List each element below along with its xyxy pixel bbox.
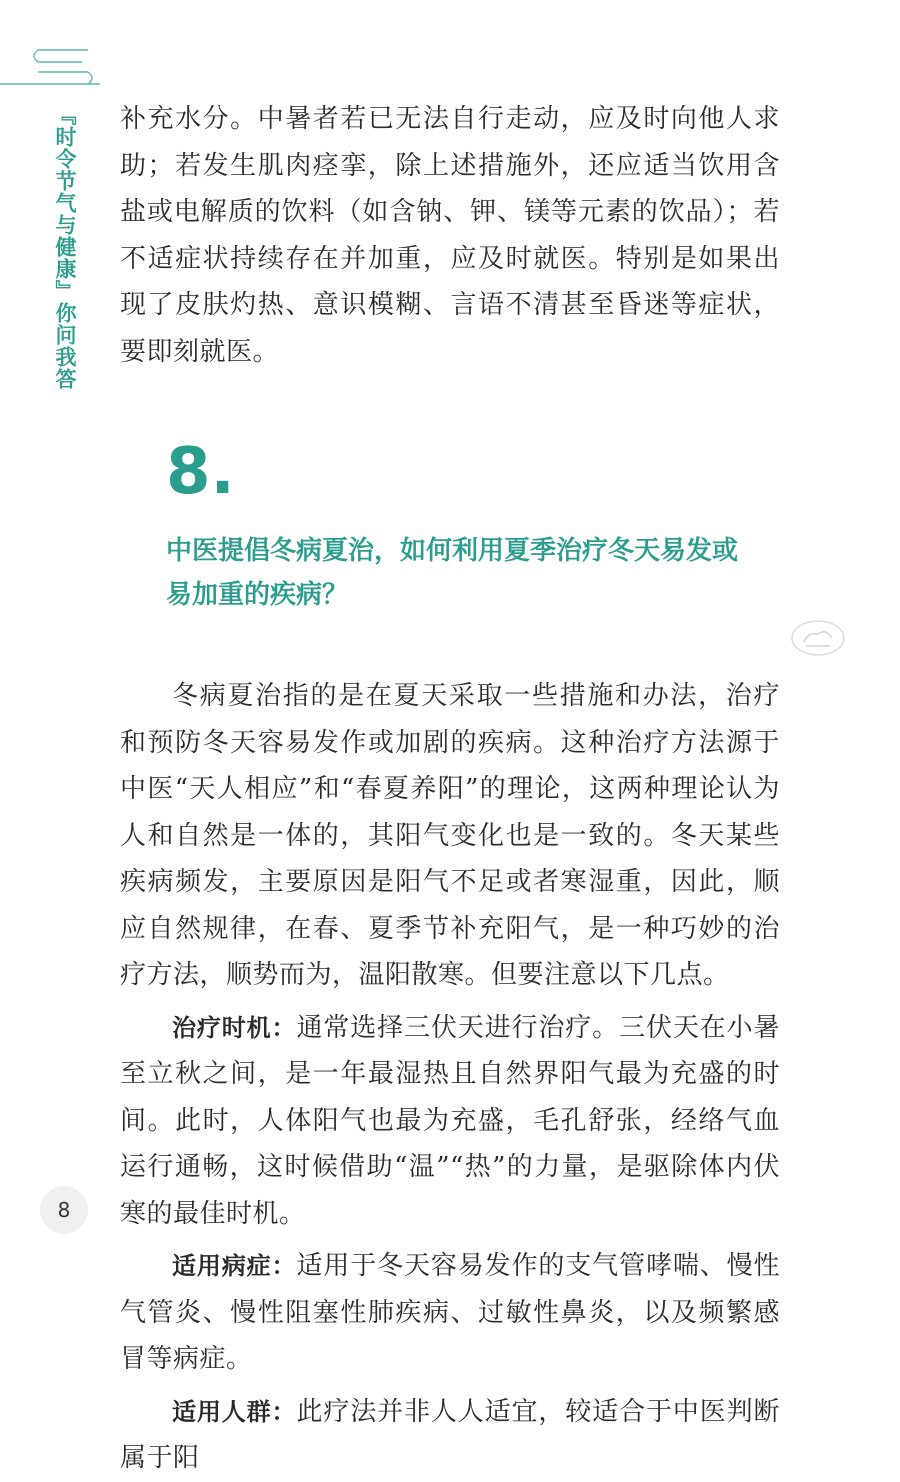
- question-title-line: 易加重的疾病？: [166, 580, 349, 610]
- point-paragraph: [120, 1005, 780, 1238]
- point-text: 适用于冬天容易发作的支气管哮喘、慢性气管炎、慢性阻塞性肺疾病、过敏性鼻炎，以及频繁感冒等病症。: [120, 1251, 780, 1374]
- question-number: 8.: [166, 435, 235, 509]
- question-title-line: 中医提倡冬病夏治，如何利用夏季治疗冬天易发或: [166, 536, 739, 566]
- point-term: 治疗时机：: [172, 1013, 297, 1042]
- book-side-title: 『时令节气与健康』你问我答: [53, 104, 77, 390]
- page-number: 8: [40, 1186, 88, 1234]
- intro-paragraph: 冬病夏治指的是在夏天采取一些措施和办法，治疗和预防冬天容易发作或加剧的疾病。这种治疗方法源于中医“天人相应”和“春夏养阳”的理论，这两种理论认为人和自然是一体的，其阳气变化也是一致的。冬天某些疾病频发，主要原因是阳气不足或者寒湿重，因此，顺应自然规律，在春、夏季节补充阳气，是一种巧妙的治疗方法，顺势而为，温阳散寒。但要注意以下几点。: [120, 681, 780, 990]
- wave-lines-icon: [0, 44, 100, 90]
- question-title: [166, 529, 746, 617]
- point-text: 通常选择三伏天进行治疗。三伏天在小暑至立秋之间，是一年最湿热且自然界阳气最为充盛的时间。此时，人体阳气也最为充盛，毛孔舒张，经络气血运行通畅，这时候借助“温”“热”的力量，是驱除体内伏寒的最佳时机。: [120, 1012, 780, 1229]
- point-paragraph: [120, 1389, 780, 1482]
- point-term: 适用人群：: [172, 1397, 297, 1426]
- point-term: 适用病症：: [172, 1252, 297, 1280]
- page-content: [120, 96, 780, 1482]
- cloud-badge-icon: [790, 618, 846, 658]
- point-paragraph: [120, 1243, 780, 1383]
- point-text: 此疗法并非人人适宜，较适合于中医判断属于阳: [120, 1396, 780, 1473]
- continued-paragraph: 补充水分。中暑者若已无法自行走动，应及时向他人求助；若发生肌肉痉挛，除上述措施外，还应适当饮用含盐或电解质的饮料（如含钠、钾、镁等元素的饮品）；若不适症状持续存在并加重，应及时就医。特别是如果出现了皮肤灼热、意识模糊、言语不清甚至昏迷等症状，要即刻就医。: [120, 104, 780, 367]
